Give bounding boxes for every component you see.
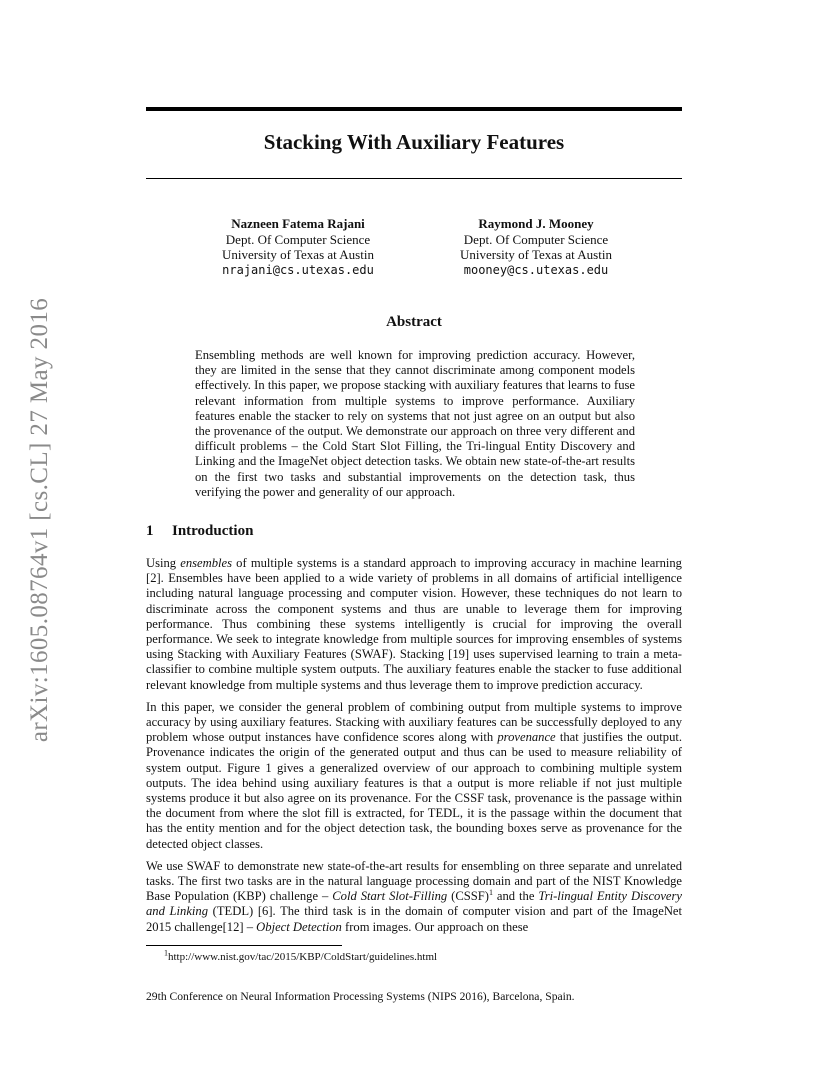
paragraph: [146, 859, 682, 935]
emphasis: ensembles: [180, 556, 233, 570]
footnote-marker: 1: [488, 888, 493, 898]
author-email: nrajani@cs.utexas.edu: [222, 262, 374, 277]
emphasis: Tri-lingual Entity Discovery and Linking: [146, 889, 683, 919]
emphasis: provenance: [497, 730, 556, 745]
paper-title: Stacking With Auxiliary Features: [263, 130, 565, 154]
author-dept: Dept. Of Computer Science: [225, 231, 371, 247]
abstract-text: Ensembling methods are well known for improving prediction accuracy. However, they are limited in the sense that they cannot discriminate among component models effectively. In this paper, we propose stacking with auxiliary features that learns to fuse relevant information from multiple systems to improve performance. Auxiliary features enable the stacker to rely on systems that not just agree on an output but also the provenance of the output. We demonstrate our approach on three very different and difficult problems – the Cold Start Slot Filling, the Tri-lingual Entity Discovery and Linking and the ImageNet object detection tasks. We obtain new state-of-the-art results on the first two tasks and substantial improvements on the detection task, thus verifying the power and generality of our approach.: [195, 348, 635, 499]
arxiv-stamp: [20, 280, 60, 760]
author-name: Nazneen Fatema Rajani: [231, 216, 365, 231]
title-bottom-rule: [146, 178, 682, 179]
abstract-heading: Abstract: [386, 314, 442, 330]
author-email: mooney@cs.utexas.edu: [463, 262, 609, 277]
arxiv-id: arXiv:1605.08764v1 [cs.CL] 27 May 2016: [26, 297, 53, 743]
footnote-mark: 1: [164, 948, 168, 958]
text-run: In this paper, we consider the general problem of combining output from multiple systems to improve accuracy by using auxiliary features. Stacking with auxiliary features can be successfully deployed to any problem whose output instances have confidence scores along with: [146, 699, 682, 745]
text-run: and the: [492, 889, 539, 904]
author-name: Raymond J. Mooney: [478, 216, 594, 231]
conference-note: 29th Conference on Neural Information Processing Systems (NIPS 2016), Barcelona, Spain.: [146, 990, 575, 1003]
title-top-rule: [146, 107, 682, 111]
text-run: We use SWAF to demonstrate new state-of-the-art results for ensembling on three separate and unrelated tasks. The first two tasks are in the natural language processing domain and part of the NIST Knowledge Base Population (KBP) challenge –: [146, 858, 682, 904]
text-run: that justifies the output. Provenance indicates the origin of the generated output and thus can be used to measure reliability of system output. Figure 1 gives a generalized overview of our approach to combining multiple system outputs. The idea behind using auxiliary features is that a output is more reliable if not just multiple systems produce it but also agree on its provenance. For the CSSF task, provenance is the passage within the document from where the slot fill is extracted, for TEDL, it is the passage within the document that has the entity mention and for the object detection task, the bounding boxes serve as provenance for the detected object classes.: [146, 730, 683, 851]
footnote-url: http://www.nist.gov/tac/2015/KBP/ColdStart/guidelines.html: [168, 951, 438, 963]
body-text: [146, 556, 682, 942]
text-run: from images. Our approach on these: [341, 919, 529, 934]
section-number: 1: [146, 523, 154, 539]
author-university: University of Texas at Austin: [222, 247, 374, 262]
author-block: [188, 216, 408, 278]
emphasis: Cold Start Slot-Filling: [332, 889, 448, 904]
author-university: University of Texas at Austin: [460, 247, 612, 262]
paragraph: [146, 700, 682, 852]
footnote-rule: [146, 945, 342, 946]
section-heading: [146, 523, 253, 540]
author-block: [426, 216, 646, 278]
text-run: Using: [146, 556, 181, 570]
emphasis: Object Detection: [256, 919, 342, 934]
paragraph: [146, 556, 682, 693]
text-run: (TEDL) [6]. The third task is in the domain of computer vision and part of the ImageNet 2015 challenge[12] –: [146, 904, 683, 934]
section-title: Introduction: [172, 523, 254, 539]
author-dept: Dept. Of Computer Science: [463, 231, 609, 247]
footnote: [164, 948, 438, 963]
text-run: (CSSF): [447, 889, 489, 904]
text-run: of multiple systems is a standard approach to improving accuracy in machine learning [2]. Ensembles have been applied to a wide variety of problems in all domains of artificial intelligence including natural language processing and computer vision. However, these techniques do not learn to discriminate across the component systems and thus are unable to leverage them for improving performance. Thus combining these systems intelligently is crucial for improving the overall performance. We seek to integrate knowledge from multiple sources for improving ensembles of systems using Stacking with Auxiliary Features (SWAF). Stacking [19] uses supervised learning to train a meta-classifier to combine multiple system outputs. The auxiliary features enable the stacker to fuse additional relevant knowledge from multiple systems and thus leverage them to improve prediction accuracy.: [146, 556, 682, 692]
